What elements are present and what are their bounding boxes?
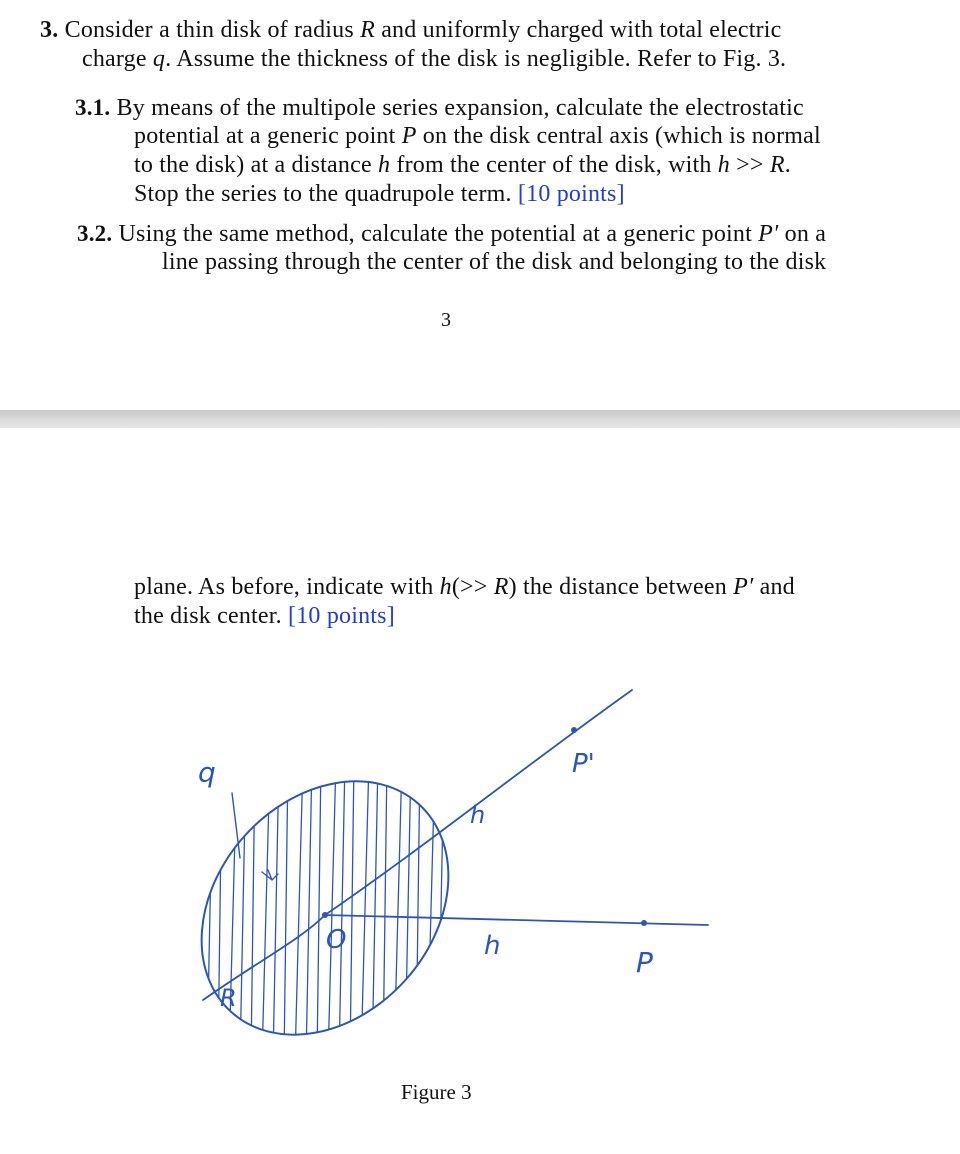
sub2-number: 3.2. [77, 221, 113, 246]
var: q [152, 46, 166, 72]
var: P′ [758, 221, 779, 247]
radius-arrow [262, 870, 278, 880]
sub1-line-1 [75, 93, 804, 123]
label-center: O [326, 925, 347, 955]
sub2-line-4 [134, 602, 395, 631]
var: P′ [733, 574, 754, 600]
hatch-line [350, 760, 354, 1060]
hatch-line [306, 760, 312, 1060]
hatch-line [295, 760, 303, 1060]
text: . [784, 152, 791, 178]
problem-number: 3. [40, 17, 59, 43]
figure-caption: Figure 3 [401, 1080, 472, 1104]
hatch-line [240, 760, 246, 1060]
hatch-line [394, 760, 402, 1060]
text: on the disk central axis (which is normal [416, 123, 821, 149]
text: and uniformly charged with total electric [375, 17, 782, 43]
hatch-line [372, 760, 378, 1060]
text: potential at a generic point [134, 123, 402, 149]
var: R [360, 17, 375, 43]
sub1-line-3 [134, 151, 791, 180]
var: R [493, 574, 509, 600]
text: By means of the multipole series expansion, calculate the electrostatic [116, 95, 804, 121]
text: from the center of the disk, with [390, 152, 718, 178]
hatch-line [207, 760, 213, 1060]
sub1-points: [10 points] [517, 181, 625, 207]
problem-line-1 [40, 16, 782, 45]
figure-3-sketch [0, 640, 960, 1070]
sub2-line-2 [162, 248, 826, 277]
hatch-line [383, 760, 387, 1060]
text: and [753, 574, 795, 600]
text: line passing through the center of the disk and belonging to the disk [162, 249, 827, 275]
hatch-line [273, 760, 279, 1060]
text: to the disk) at a distance [134, 152, 378, 178]
text: ) the distance between [508, 574, 734, 600]
page-number: 3 [441, 309, 451, 331]
var: h [717, 152, 730, 178]
sub2-line-1 [77, 219, 826, 249]
text: >> [729, 152, 770, 178]
text: on a [778, 221, 827, 247]
sub2-points: [10 points] [288, 603, 395, 629]
page-separator [0, 410, 960, 428]
label-charge: q [198, 756, 216, 789]
hatch-line [339, 760, 345, 1060]
sub1-line-4 [134, 180, 625, 209]
axis-line [325, 915, 708, 925]
text: Consider a thin disk of radius [64, 17, 361, 43]
axis-point-dot [641, 920, 647, 926]
label-axis-distance: h [484, 931, 501, 961]
var: h [439, 574, 452, 600]
text: plane. As before, indicate with [134, 574, 440, 600]
plane-point-dot [571, 727, 577, 733]
var: P [401, 123, 417, 149]
hatch-line [262, 760, 270, 1060]
var: R [769, 152, 785, 178]
sub2-line-3 [134, 573, 795, 602]
text: (>> [451, 574, 494, 600]
hatch-line [196, 760, 204, 1060]
text: Stop the series to the quadrupole term. [134, 181, 518, 207]
text: the disk center. [134, 603, 289, 629]
hatch-line [251, 760, 255, 1060]
problem-line-2 [82, 45, 786, 74]
text: charge [82, 46, 153, 72]
text: Using the same method, calculate the potential at a generic point [118, 221, 759, 247]
label-axis-point: P [636, 946, 653, 979]
var: h [378, 152, 391, 178]
hatch-line [284, 760, 288, 1060]
label-plane-distance: h [470, 801, 486, 829]
hatch-line [317, 760, 321, 1060]
label-plane-point: P' [572, 749, 595, 779]
label-radius: R [220, 984, 237, 1012]
hatch-line [405, 760, 411, 1060]
hatch-line [218, 760, 222, 1060]
text: . Assume the thickness of the disk is negligible. Refer to Fig. 3. [165, 46, 787, 72]
hatch-line [427, 760, 435, 1060]
sub1-number: 3.1. [75, 95, 111, 120]
center-point [322, 912, 328, 918]
sub1-line-2 [134, 122, 821, 151]
